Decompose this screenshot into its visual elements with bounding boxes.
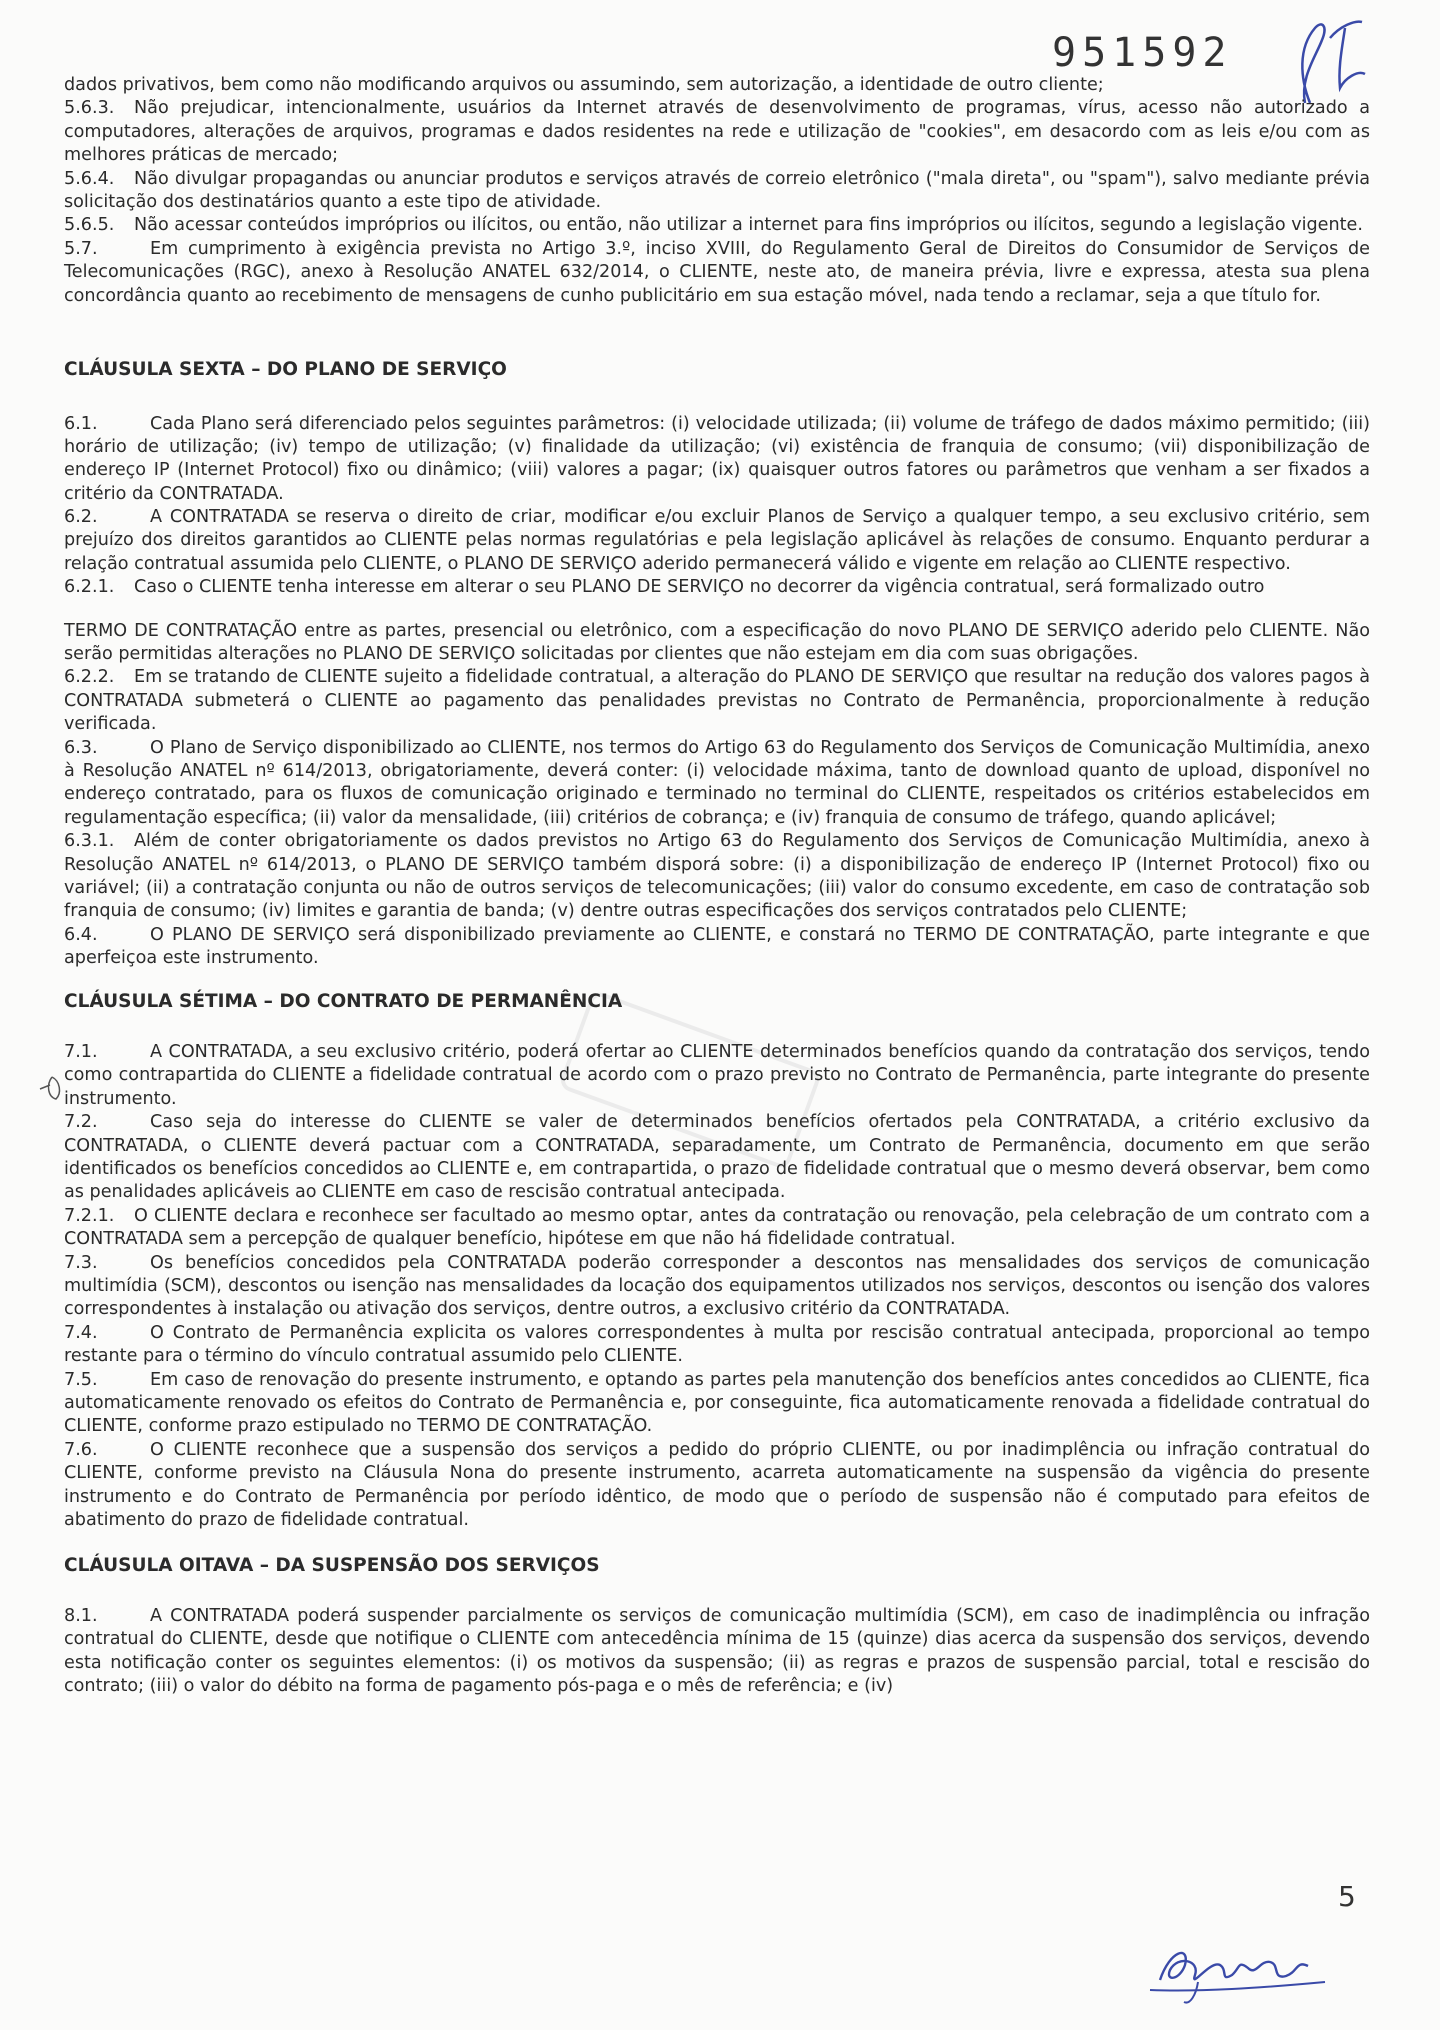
clause-paragraph xyxy=(64,830,1370,924)
clause-text: O CLIENTE declara e reconhece ser facultado ao mesmo optar, antes da contratação ou renovação, pela celebração de um contrato com a CONTRATADA sem a percepção de qualquer benefício, hipótese em que não há fidelidade contratual. xyxy=(64,1205,1370,1250)
clause-paragraph xyxy=(64,238,1370,308)
clause-text: Em se tratando de CLIENTE sujeito a fidelidade contratual, a alteração do PLANO DE SERVIÇO que resultar na redução dos valores pagos à CONTRATADA submeterá o CLIENTE ao pagamento das penalidades previstas no Contrato de Permanência, proporcionalmente à redução verificada. xyxy=(64,667,1370,735)
clause-paragraph xyxy=(64,1041,1370,1111)
clause-number: 6.1. xyxy=(64,413,98,434)
page-number: 5 xyxy=(1338,1880,1356,1913)
clause-number: 7.2.1. xyxy=(64,1205,115,1226)
clause-number: 6.4. xyxy=(64,924,98,945)
clause-paragraph xyxy=(64,506,1370,576)
clause-text: TERMO DE CONTRATAÇÃO entre as partes, presencial ou eletrônico, com a especificação do novo PLANO DE SERVIÇO aderido pelo CLIENTE. Não serão permitidas alterações no PLANO DE SERVIÇO solicitadas por clientes que não estejam em dia com suas obrigações. xyxy=(64,620,1370,665)
clause-number: 5.7. xyxy=(64,238,98,259)
clause-paragraph xyxy=(64,576,1370,599)
clause-paragraph xyxy=(64,97,1370,167)
clause-text: O CLIENTE reconhece que a suspensão dos serviços a pedido do próprio CLIENTE, ou por inadimplência ou infração contratual do CLIENTE, conforme previsto na Cláusula Nona do presente instrumento, acarreta automaticamente na suspensão da vigência do presente instrumento e do Contrato de Permanência por período idêntico, de modo que o período de suspensão não é computado para efeitos de abatimento do prazo de fidelidade contratual. xyxy=(64,1439,1370,1530)
clause-text: Cada Plano será diferenciado pelos seguintes parâmetros: (i) velocidade utilizada; (ii) volume de tráfego de dados máximo permitido; (iii) horário de utilização; (iv) tempo de utilização; (v) finalidade da utilização; (vi) existência de franquia de consumo; (vii) disponibilização de endereço IP (Internet Protocol) fixo ou dinâmico; (viii) valores a pagar; (ix) quaisquer outros fatores ou parâmetros que venham a ser fixados a critério da CONTRATADA. xyxy=(64,413,1370,504)
clause-text: A CONTRATADA poderá suspender parcialmente os serviços de comunicação multimídia (SCM), em caso de inadimplência ou infração contratual do CLIENTE, desde que notifique o CLIENTE com antecedência mínima de 15 (quinze) dias acerca da suspensão dos serviços, devendo esta notificação conter os seguintes elementos: (i) os motivos da suspensão; (ii) as regras e prazos de suspensão parcial, total e rescisão do contrato; (iii) o valor do débito na forma de pagamento pós-paga e o mês de referência; e (iv) xyxy=(64,1605,1370,1697)
clause-text: Além de conter obrigatoriamente os dados previstos no Artigo 63 do Regulamento dos Serviços de Comunicação Multimídia, anexo à Resolução ANATEL nº 614/2013, o PLANO DE SERVIÇO também disporá sobre: (i) a disponibilização de endereço IP (Internet Protocol) fixo ou variável; (ii) a contratação conjunta ou não de outros serviços de telecomunicações; (iii) valor do consumo excedente, em caso de contratação sob franquia de consumo; (iv) limites e garantia de banda; (v) dentre outras especificações dos serviços contratados pelo CLIENTE; xyxy=(64,831,1370,922)
clause-paragraph xyxy=(64,413,1370,507)
clause-text: Os benefícios concedidos pela CONTRATADA poderão corresponder a descontos nas mensalidades dos serviços de comunicação multimídia (SCM), descontos ou isenção nas mensalidades da locação dos equipamentos utilizados nos serviços, descontos ou isenção dos valores correspondentes à instalação ou ativação dos serviços, dentre outros, a exclusivo critério da CONTRATADA. xyxy=(64,1252,1370,1320)
clause-number: 6.2.1. xyxy=(64,577,115,598)
clause-heading: CLÁUSULA OITAVA – DA SUSPENSÃO DOS SERVIÇOS xyxy=(64,1555,600,1577)
clause-paragraph xyxy=(64,214,1370,237)
clause-paragraph xyxy=(64,168,1370,215)
clause-number: 6.3. xyxy=(64,737,98,758)
clause-heading: CLÁUSULA SEXTA – DO PLANO DE SERVIÇO xyxy=(64,358,507,380)
clause-text: O PLANO DE SERVIÇO será disponibilizado previamente ao CLIENTE, e constará no TERMO DE CONTRATAÇÃO, parte integrante e que aperfeiçoa este instrumento. xyxy=(64,924,1370,969)
clause-paragraph xyxy=(64,1369,1370,1439)
clause-number: 7.5. xyxy=(64,1369,98,1390)
clause-paragraph xyxy=(64,74,1370,97)
clause-heading: CLÁUSULA SÉTIMA – DO CONTRATO DE PERMANÊNCIA xyxy=(64,991,623,1013)
clause-number: 7.6. xyxy=(64,1439,98,1460)
clause-text: O Plano de Serviço disponibilizado ao CLIENTE, nos termos do Artigo 63 do Regulamento dos Serviços de Comunicação Multimídia, anexo à Resolução ANATEL nº 614/2013, obrigatoriamente, deverá conter: (i) velocidade máxima, tanto de download quanto de upload, disponível no endereço contratado, para os fluxos de comunicação originado e terminado no terminal do CLIENTE, respeitados os critérios estabelecidos em regulamentação específica; (ii) valor da mensalidade, (iii) critérios de cobrança; e (iv) franquia de consumo de tráfego, quando aplicável; xyxy=(64,737,1370,828)
clause-number: 8.1. xyxy=(64,1605,98,1626)
clause-text: Caso o CLIENTE tenha interesse em alterar o seu PLANO DE SERVIÇO no decorrer da vigência contratual, será formalizado outro xyxy=(134,577,1265,598)
clause-number: 7.4. xyxy=(64,1322,98,1343)
clause-number: 5.6.5. xyxy=(64,215,115,236)
document-number: 951592 xyxy=(1052,30,1233,76)
clause-number: 6.2. xyxy=(64,507,98,528)
clause-number: 5.6.4. xyxy=(64,168,115,189)
clause-paragraph xyxy=(64,1252,1370,1322)
clause-number: 7.1. xyxy=(64,1042,98,1063)
clause-text: Não divulgar propagandas ou anunciar produtos e serviços através de correio eletrônico ("mala direta", ou "spam"), salvo mediante prévia solicitação dos destinatários quanto a este tipo de atividade. xyxy=(64,168,1370,212)
clause-text: dados privativos, bem como não modificando arquivos ou assumindo, sem autorização, a identidade de outro cliente; xyxy=(64,75,1104,95)
clause-text: Não acessar conteúdos impróprios ou ilícitos, ou então, não utilizar a internet para fins impróprios ou ilícitos, segundo a legislação vigente. xyxy=(134,215,1363,236)
clause-paragraph xyxy=(64,924,1370,971)
clause-paragraph xyxy=(64,737,1370,831)
clause-paragraph xyxy=(64,1111,1370,1205)
clause-text: Em caso de renovação do presente instrumento, e optando as partes pela manutenção dos benefícios antes concedidos ao CLIENTE, fica automaticamente renovado os efeitos do Contrato de Permanência e, por conseguinte, fica automaticamente renovada a fidelidade contratual do CLIENTE, conforme prazo estipulado no TERMO DE CONTRATAÇÃO. xyxy=(64,1369,1370,1437)
clause-number: 6.2.2. xyxy=(64,667,115,688)
clause-paragraph xyxy=(64,1439,1370,1533)
clause-paragraph xyxy=(64,620,1370,667)
clause-number: 7.2. xyxy=(64,1112,98,1133)
clause-text: Em cumprimento à exigência prevista no Artigo 3.º, inciso XVIII, do Regulamento Geral de Direitos do Consumidor de Serviços de Telecomunicações (RGC), anexo à Resolução ANATEL 632/2014, o CLIENTE, neste ato, de maneira prévia, livre e expressa, atesta sua plena concordância quanto ao recebimento de mensagens de cunho publicitário em sua estação móvel, nada tendo a reclamar, seja a que título for. xyxy=(64,238,1370,306)
clause-text: A CONTRATADA, a seu exclusivo critério, poderá ofertar ao CLIENTE determinados benefícios quando da contratação dos serviços, tendo como contrapartida do CLIENTE a fidelidade contratual de acordo com o prazo previsto no Contrato de Permanência, parte integrante do presente instrumento. xyxy=(64,1042,1370,1109)
clause-text: Caso seja do interesse do CLIENTE se valer de determinados benefícios ofertados pela CONTRATADA, a critério exclusivo da CONTRATADA, o CLIENTE deverá pactuar com a CONTRATADA, separadamente, um Contrato de Permanência, documento em que serão identificados os benefícios concedidos ao CLIENTE e, em contrapartida, o prazo de fidelidade contratual que o mesmo deverá observar, bem como as penalidades aplicáveis ao CLIENTE em caso de rescisão contratual antecipada. xyxy=(64,1112,1370,1203)
handwritten-signature xyxy=(1140,1920,1340,2010)
clause-text: A CONTRATADA se reserva o direito de criar, modificar e/ou excluir Planos de Serviço a qualquer tempo, a seu exclusivo critério, sem prejuízo dos direitos garantidos ao CLIENTE pelas normas regulatórias e pela legislação aplicável às relações de consumo. Enquanto perdurar a relação contratual assumida pelo CLIENTE, o PLANO DE SERVIÇO aderido permanecerá válido e vigente em relação ao CLIENTE respectivo. xyxy=(64,507,1370,574)
page-fold-gap xyxy=(64,600,1370,620)
clause-number: 6.3.1. xyxy=(64,831,115,852)
clause-text: Não prejudicar, intencionalmente, usuários da Internet através de desenvolvimento de programas, vírus, acesso não autorizado a computadores, alterações de arquivos, programas e dados residentes na rede e utilização de "cookies", em desacordo com as leis e/ou com as melhores práticas de mercado; xyxy=(64,98,1370,166)
clause-paragraph xyxy=(64,666,1370,736)
clause-text: O Contrato de Permanência explicita os valores correspondentes à multa por rescisão contratual antecipada, proporcional ao tempo restante para o término do vínculo contratual assumido pelo CLIENTE. xyxy=(64,1322,1370,1367)
clause-paragraph xyxy=(64,1205,1370,1252)
clause-number: 5.6.3. xyxy=(64,98,115,119)
document-body xyxy=(64,74,1370,1698)
clause-paragraph xyxy=(64,1605,1370,1699)
clause-number: 7.3. xyxy=(64,1252,98,1273)
clause-paragraph xyxy=(64,1322,1370,1369)
